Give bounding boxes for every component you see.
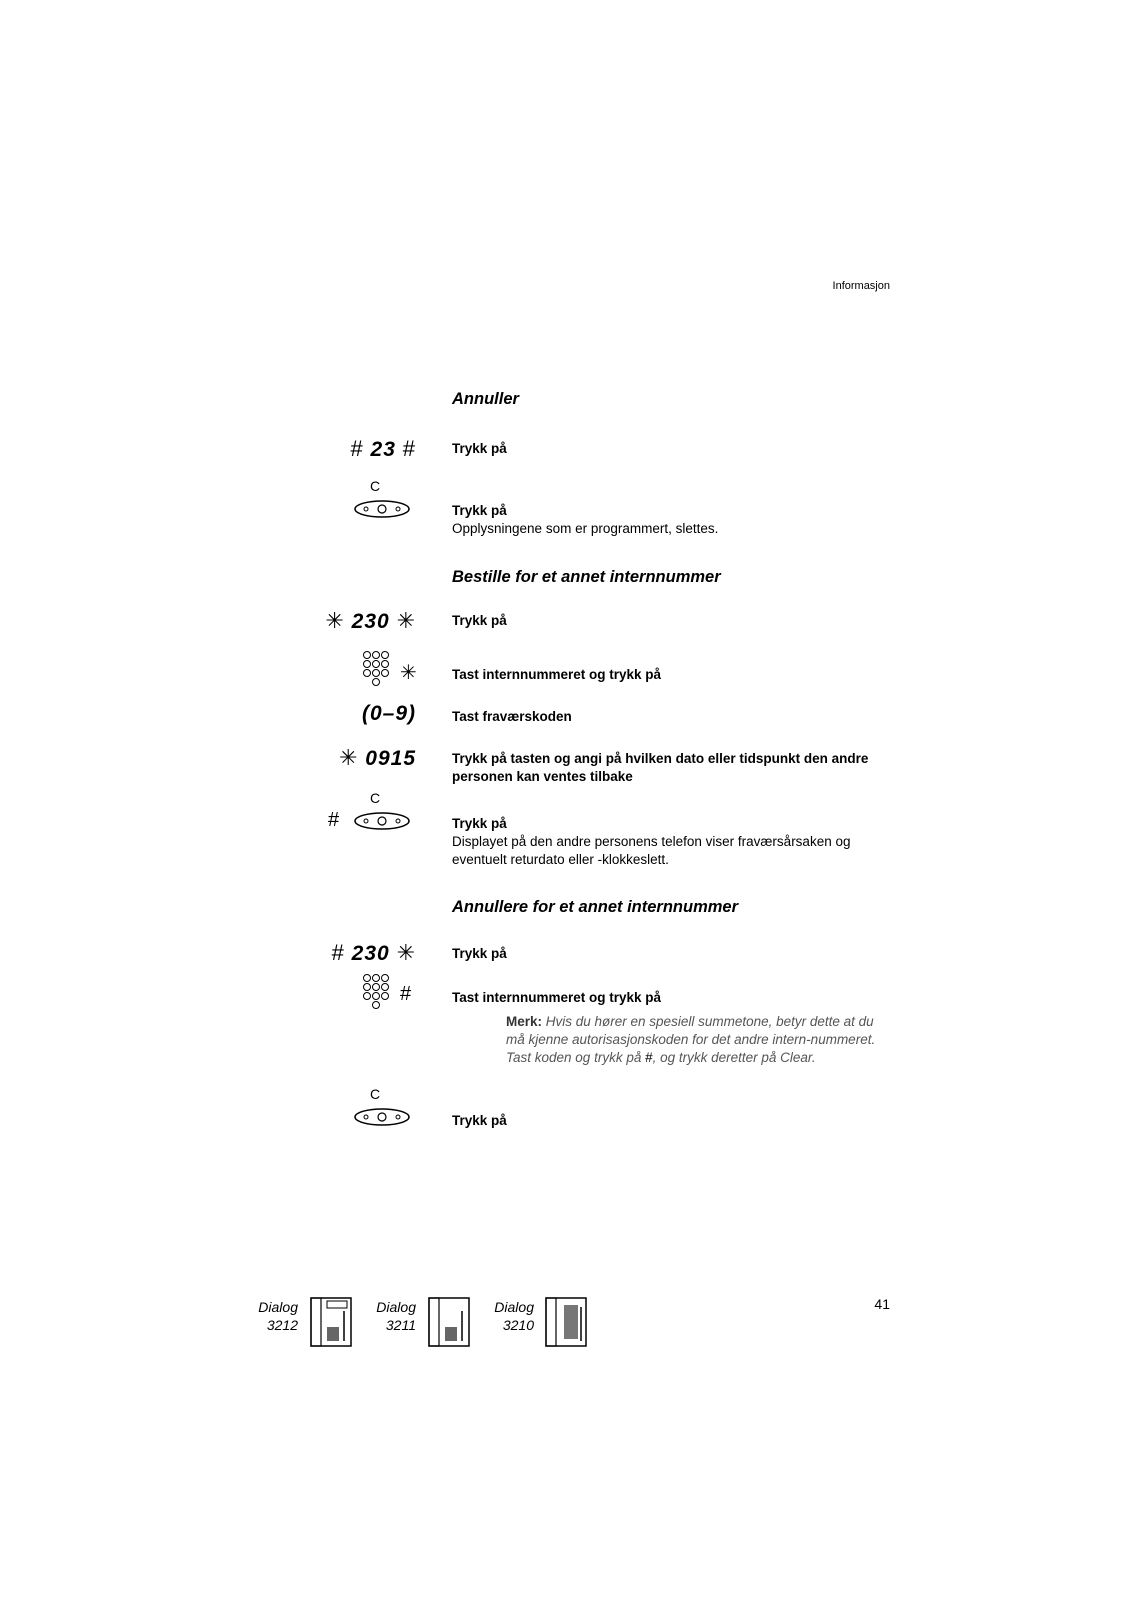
key-code-230 [325, 608, 416, 634]
section-heading-annullere: Annullere for et annet internnummer [452, 898, 739, 916]
note: Merk: Hvis du hører en spesiell summetone, betyr dette at du må kjenne autorisasjonskoden for det andre intern-nummeret. Tast koden og trykk på #, og trykk deretter på Clear. [506, 1014, 876, 1065]
instruction: Trykk på [452, 613, 507, 628]
star-symbol: ✳ [396, 940, 416, 965]
note-label: Merk: [506, 1014, 543, 1029]
key-code-23 [350, 436, 416, 462]
clear-key-label: C [370, 790, 381, 806]
clear-key-label: C [370, 1086, 381, 1102]
instruction: Tast internnummeret og trykk på [452, 990, 662, 1005]
hash-symbol: # [331, 940, 345, 965]
hash-symbol: # [350, 436, 364, 461]
section-heading-bestille: Bestille for et annet internnummer [452, 568, 721, 586]
key-code-230-cancel [332, 940, 416, 966]
instruction: Trykk på Displayet på den andre personens telefon viser fraværsårsaken og eventuelt returdato eller -klokkeslett. [452, 816, 851, 867]
hash-symbol: # [400, 983, 412, 1005]
star-symbol: ✳ [396, 608, 416, 633]
phone-model-label: Dialog 3211 [376, 1299, 416, 1333]
hash-symbol: # [645, 1050, 653, 1065]
phone-model-label: Dialog 3212 [258, 1299, 298, 1333]
code-digits: 230 [351, 942, 390, 965]
keypad-icon [362, 650, 392, 694]
code-digits: (0–9) [361, 702, 416, 725]
keypad-icon [362, 973, 392, 1017]
section-heading-annuller: Annuller [452, 390, 519, 408]
clear-key-icon [354, 810, 410, 830]
code-digits: 0915 [365, 747, 416, 770]
hash-symbol: # [402, 436, 416, 461]
key-code-absence [362, 702, 416, 726]
instruction: Trykk på [452, 946, 507, 961]
instruction: Trykk på Opplysningene som er programmert, slettes. [452, 503, 719, 536]
phone-3211-icon [428, 1297, 470, 1347]
phone-3210-icon [545, 1297, 587, 1347]
hash-symbol: # [328, 809, 340, 831]
section-title: Informasjon [832, 280, 890, 292]
phone-model-label: Dialog 3210 [494, 1299, 534, 1333]
page-number: 41 [874, 1296, 890, 1312]
star-symbol: ✳ [339, 745, 359, 770]
instruction: Tast fraværskoden [452, 709, 572, 724]
phone-3212-icon [310, 1297, 352, 1347]
key-code-0915 [339, 745, 416, 771]
instruction: Trykk på tasten og angi på hvilken dato eller tidspunkt den andre personen kan ventes tilbake [452, 751, 869, 784]
star-symbol: ✳ [400, 662, 417, 684]
star-symbol: ✳ [325, 608, 345, 633]
code-digits: 23 [370, 438, 396, 461]
clear-key-icon [354, 1106, 410, 1126]
clear-key-label: C [370, 478, 381, 494]
instruction: Trykk på [452, 441, 507, 456]
clear-key-icon [354, 498, 410, 518]
code-digits: 230 [351, 610, 390, 633]
instruction: Tast internnummeret og trykk på [452, 667, 662, 682]
instruction: Trykk på [452, 1113, 507, 1128]
